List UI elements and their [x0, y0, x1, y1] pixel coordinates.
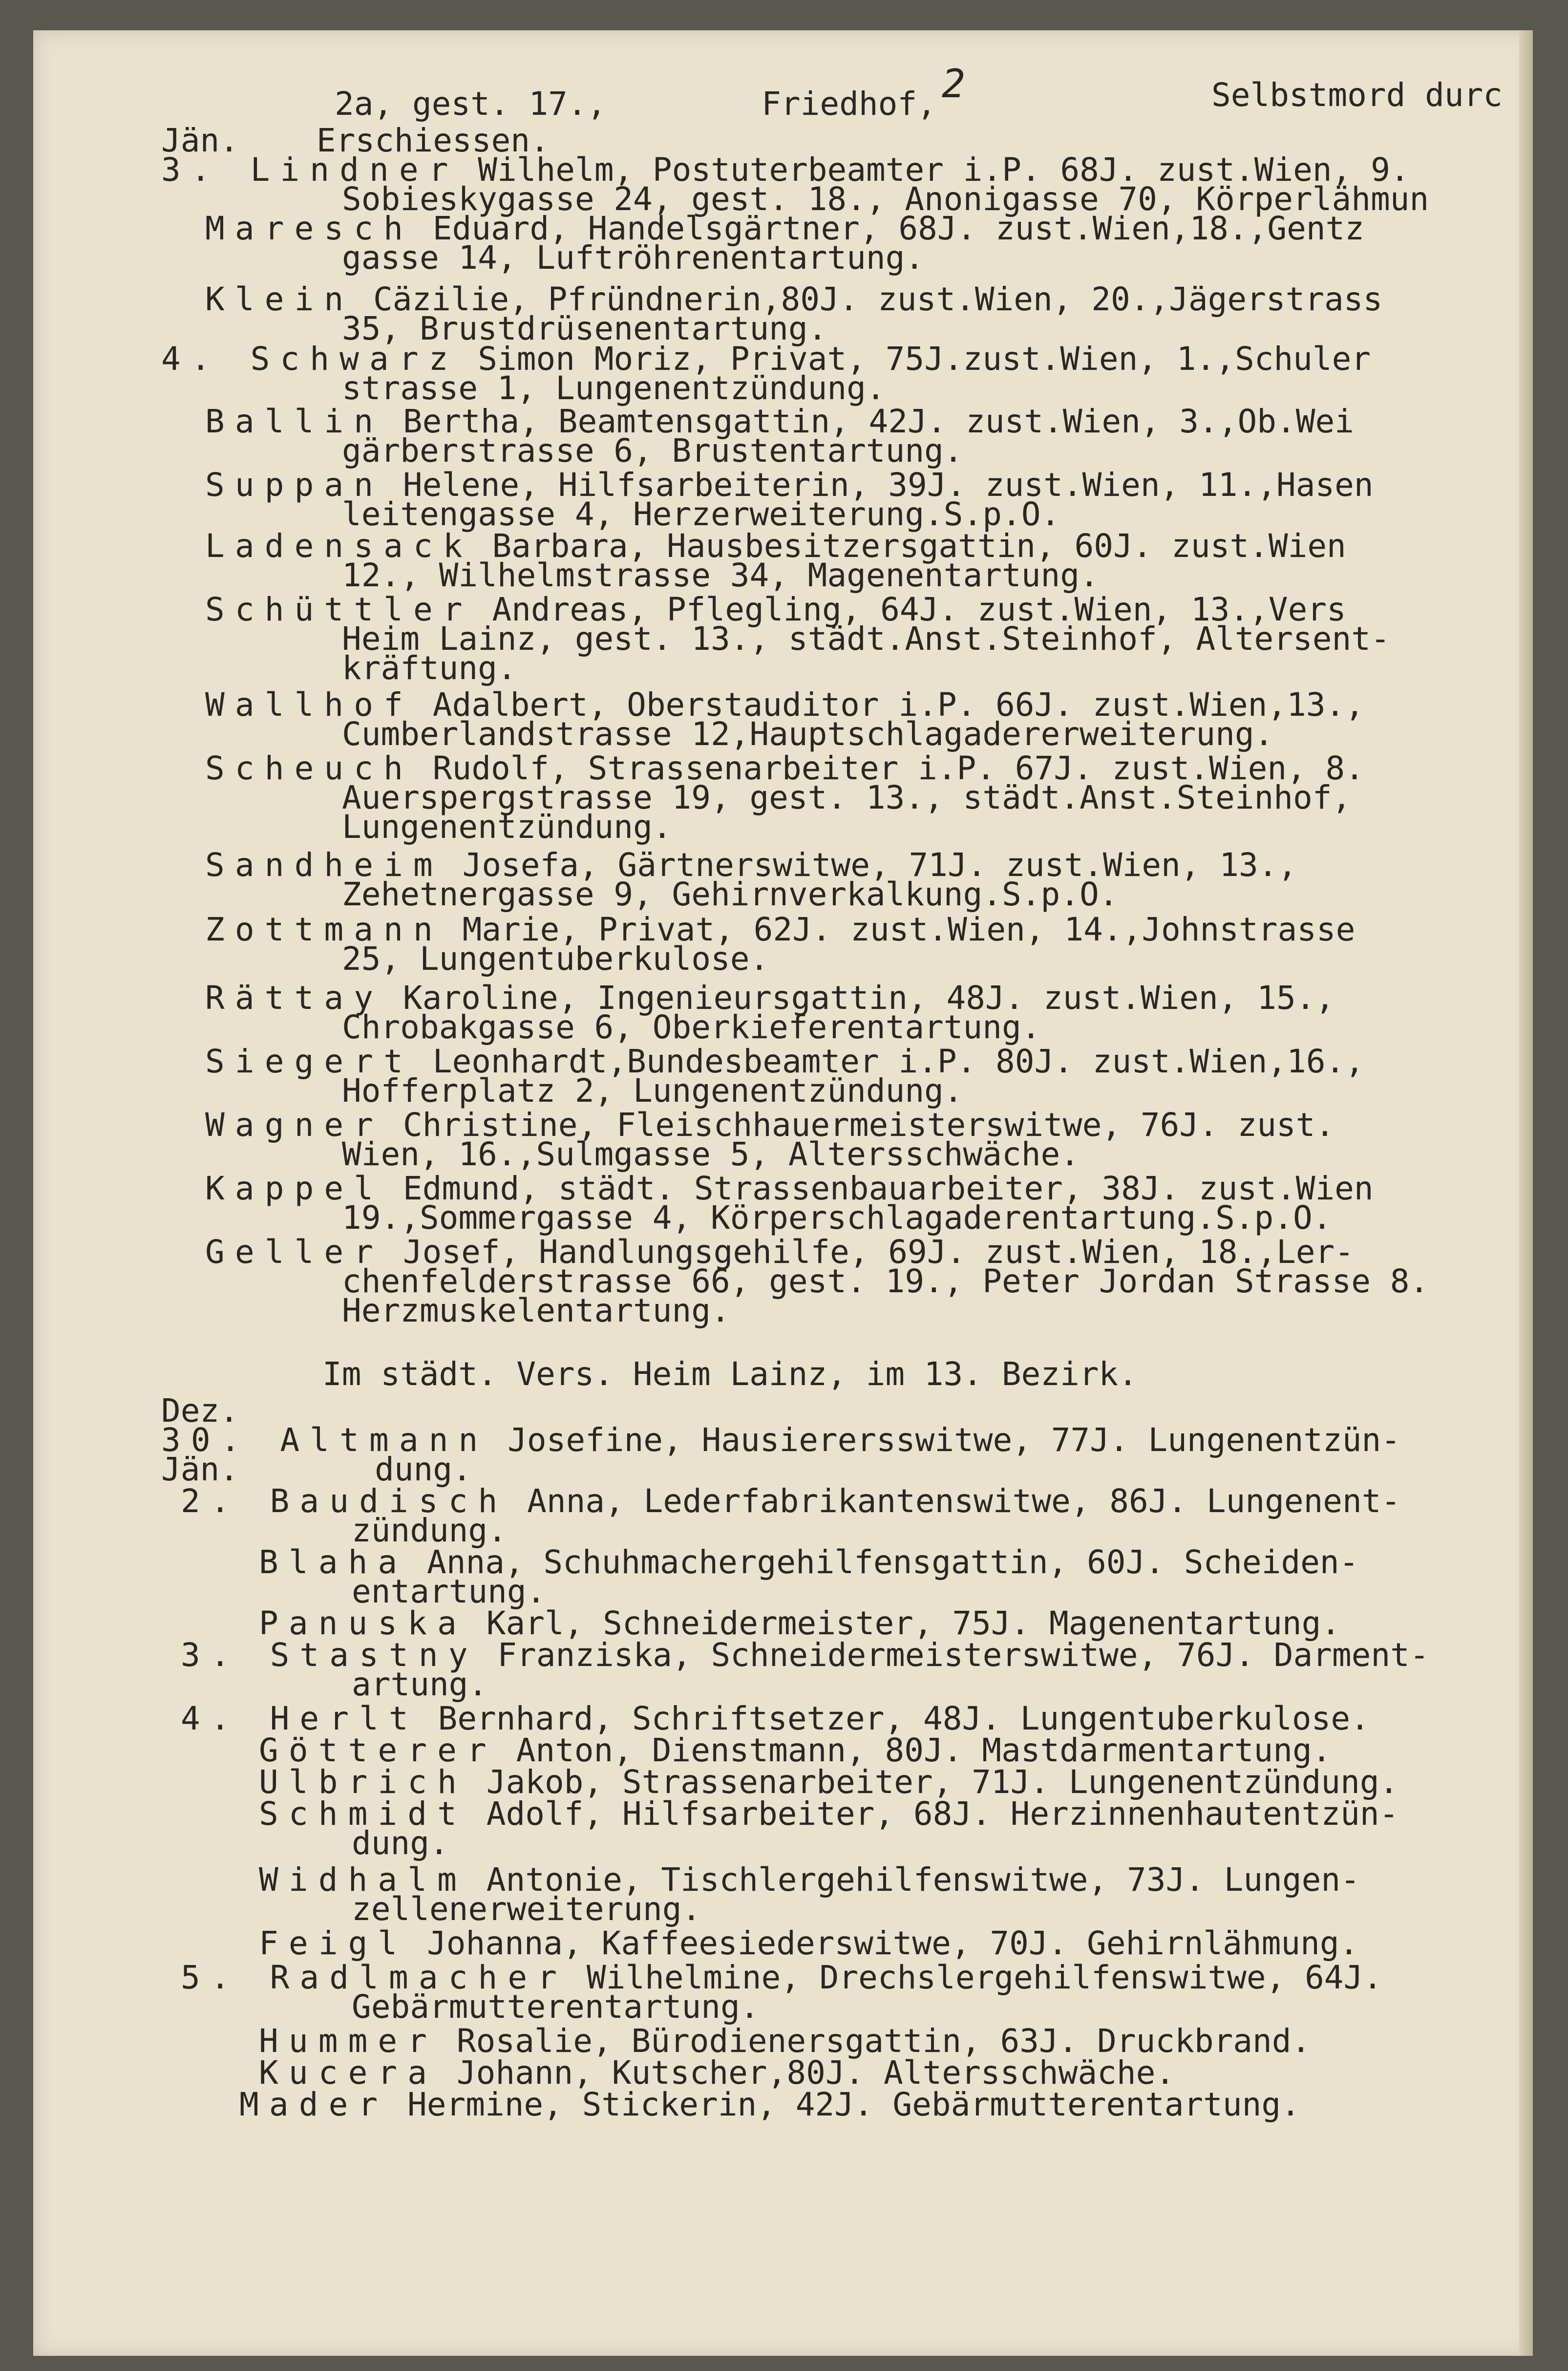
register-line [259, 1924, 1359, 1962]
surname: Sandheim [205, 846, 443, 884]
line-text: entartung. [352, 1573, 546, 1610]
surname: Klein [205, 280, 354, 318]
line-text: Anna, Lederfabrikantenswitwe, 86J. Lungenent- [508, 1482, 1401, 1520]
surname: Kucera [259, 2054, 438, 2092]
surname: Mader [239, 2086, 388, 2123]
line-text: Sobieskygasse 24, gest. 18., Anonigasse 70, Körperlähmun [342, 180, 1429, 218]
register-line [161, 1453, 472, 1486]
register-line [352, 1512, 507, 1549]
surname: Maresch [205, 210, 413, 247]
line-text: leitengasse 4, Herzerweiterung.S.p.O. [342, 495, 1060, 533]
line-text: Wien, 16.,Sulmgasse 5, Altersschwäche. [342, 1135, 1080, 1173]
surname: 4. Schwarz [161, 340, 459, 378]
surname: Ulbrich [259, 1763, 467, 1801]
line-text: gasse 14, Luftröhrenentartung. [342, 239, 925, 277]
surname: Zottmann [205, 911, 443, 948]
register-line [259, 1763, 1399, 1801]
line-text: Antonie, Tischlergehilfenswitwe, 73J. Lungen- [467, 1861, 1360, 1899]
register-line [342, 1008, 1041, 1046]
line-text: 12., Wilhelmstrasse 34, Magenentartung. [342, 556, 1099, 594]
surname: 4. Herlt [181, 1700, 419, 1737]
surname: Götterer [259, 1731, 497, 1769]
line-text: dung. [352, 1824, 449, 1862]
register-line [342, 808, 672, 846]
line-text: Hermine, Stickerin, 42J. Gebärmutterentartung. [388, 2086, 1300, 2123]
register-line [342, 369, 886, 407]
line-text: strasse 1, Lungenentzündung. [342, 369, 886, 407]
line-text: Gebärmutterentartung. [352, 1988, 760, 2026]
line-text: Rudolf, Strassenarbeiter i.P. 67J. zust.Wien, 8. [413, 749, 1365, 787]
register-line [342, 495, 1060, 533]
surname: Ladensack [205, 527, 473, 565]
page-number: 2 [942, 61, 966, 107]
line-text: Auerspergstrasse 19, gest. 13., städt.Anst.Steinhof, [342, 779, 1352, 816]
line-text: zellenerweiterung. [352, 1890, 701, 1928]
line-text: Josef, Handlungsgehilfe, 69J. zust.Wien, 18.,Ler- [383, 1233, 1354, 1271]
line-text: Rosalie, Bürodienersgattin, 63J. Druckbrand. [437, 2022, 1311, 2060]
line-text: Cumberlandstrasse 12,Hauptschlagadererweiterung. [342, 715, 1274, 753]
line-text: Franziska, Schneidermeisterswitwe, 76J. Darment- [478, 1636, 1429, 1674]
line-text: Helene, Hilfsarbeiterin, 39J. zust.Wien, 11.,Hasen [383, 466, 1374, 504]
line-text: Edmund, städt. Strassenbauarbeiter, 38J. zust.Wien [383, 1170, 1374, 1207]
surname: Siegert [205, 1043, 413, 1080]
line-text: Selbstmord durc [1211, 76, 1503, 114]
line-text: 35, Brustdrüsenentartung. [342, 310, 827, 347]
line-text: Heim Lainz, gest. 13., städt.Anst.Steinhof, Altersent- [342, 620, 1390, 658]
register-line [352, 1890, 701, 1928]
line-text: Im städt. Vers. Heim Lainz, im 13. Bezirk. [322, 1355, 1138, 1393]
line-text: Herzmuskelentartung. [342, 1292, 730, 1329]
line-text: Jän. dung. [161, 1451, 472, 1488]
line-text: Dez. [161, 1392, 239, 1430]
surname: Kappel [205, 1170, 384, 1207]
surname: Schmidt [259, 1795, 467, 1833]
surname: Ballin [205, 403, 384, 440]
surname: Rättay [205, 979, 384, 1017]
line-text: zündung. [352, 1512, 507, 1549]
register-line [322, 1355, 1138, 1393]
surname: Wallhof [205, 686, 413, 724]
surname: Panuska [259, 1604, 467, 1642]
line-text: artung. [352, 1666, 488, 1703]
line-text: Chrobakgasse 6, Oberkieferentartung. [342, 1008, 1041, 1046]
register-line [259, 2022, 1311, 2060]
surname: Schüttler [205, 591, 473, 628]
line-text: Karl, Schneidermeister, 75J. Magenentartung. [467, 1604, 1341, 1642]
document-text [33, 30, 1533, 2356]
surname: 30. Altmann [161, 1421, 488, 1459]
line-text: Karoline, Ingenieursgattin, 48J. zust.Wien, 15., [383, 979, 1335, 1017]
line-text: Adolf, Hilfsarbeiter, 68J. Herzinnenhautentzün- [467, 1795, 1399, 1833]
line-text: Johanna, Kaffeesiederswitwe, 70J. Gehirnlähmung. [407, 1924, 1359, 1962]
register-line [342, 1135, 1080, 1173]
surname: Geller [205, 1233, 384, 1271]
line-text: Lungenentzündung. [342, 808, 672, 846]
line-text: Wilhelmine, Drechslergehilfenswitwe, 64J. [567, 1959, 1383, 1996]
surname: 3. Stastny [181, 1636, 478, 1674]
register-line [239, 2086, 1300, 2123]
line-text: Johann, Kutscher,80J. Altersschwäche. [437, 2054, 1175, 2092]
register-line [342, 1292, 730, 1329]
register-line [342, 239, 925, 277]
line-text: Eduard, Handelsgärtner, 68J. zust.Wien,18.,Gentz [413, 210, 1365, 247]
surname: Hummer [259, 2022, 438, 2060]
line-text: Wilhelm, Postuterbeamter i.P. 68J. zust.Wien, 9. [458, 151, 1410, 189]
surname: 2. Baudisch [181, 1482, 508, 1520]
line-text: 19.,Sommergasse 4, Körperschlagaderentartung.S.p.O. [342, 1199, 1332, 1237]
surname: Wagner [205, 1106, 384, 1144]
line-text: Jän. Erschiessen. [161, 122, 550, 159]
line-text: Christine, Fleischhauermeisterswitwe, 76J. zust. [383, 1106, 1335, 1144]
line-text: Anton, Dienstmann, 80J. Mastdarmentartung. [496, 1731, 1332, 1769]
line-text: Bertha, Beamtensgattin, 42J. zust.Wien, 3.,Ob.Wei [383, 403, 1354, 440]
register-line [259, 2054, 1175, 2092]
register-line [352, 1824, 449, 1862]
register-line [342, 715, 1274, 753]
line-text: Andreas, Pflegling, 64J. zust.Wien, 13.,Vers [472, 591, 1346, 628]
register-line [259, 1604, 1341, 1642]
line-text: Bernhard, Schriftsetzer, 48J. Lungentuberkulose. [418, 1700, 1370, 1737]
register-line [352, 1573, 546, 1610]
surname: Suppan [205, 466, 384, 504]
register-line [1211, 76, 1503, 114]
surname: 3. Lindner [161, 151, 459, 189]
register-line [352, 1988, 760, 2026]
line-text: Jakob, Strassenarbeiter, 71J. Lungenentzündung. [467, 1763, 1399, 1801]
register-line [259, 1731, 1332, 1769]
line-text: kräftung. [342, 649, 517, 687]
register-line [342, 940, 769, 978]
surname: Widhalm [259, 1861, 467, 1899]
line-text: Leonhardt,Bundesbeamter i.P. 80J. zust.Wien,16., [413, 1043, 1365, 1080]
line-text: Barbara, Hausbesitzersgattin, 60J. zust.Wien [472, 527, 1346, 565]
register-line [352, 1668, 487, 1701]
line-text: Hofferplatz 2, Lungenentzündung. [342, 1072, 963, 1110]
register-line [342, 1072, 963, 1110]
surname: Scheuch [205, 749, 413, 787]
line-text: chenfelderstrasse 66, gest. 19., Peter Jordan Strasse 8. [342, 1262, 1429, 1300]
register-line [342, 432, 963, 470]
line-text: 25, Lungentuberkulose. [342, 940, 769, 978]
line-text: Josefa, Gärtnerswitwe, 71J. zust.Wien, 13., [443, 846, 1297, 884]
line-text: Josefine, Hausierersswitwe, 77J. Lungenentzün- [488, 1421, 1400, 1459]
line-text: Zehetnergasse 9, Gehirnverkalkung.S.p.O. [342, 876, 1119, 913]
surname: Blaha [259, 1543, 408, 1581]
line-text: Marie, Privat, 62J. zust.Wien, 14.,Johnstrasse [443, 911, 1356, 948]
register-line [181, 1700, 1370, 1737]
register-line [342, 649, 517, 687]
document-page [33, 30, 1533, 2356]
line-text: Anna, Schuhmachergehilfensgattin, 60J. Scheiden- [407, 1543, 1359, 1581]
register-line [335, 85, 936, 123]
register-line [342, 878, 1118, 911]
line-text: Adalbert, Oberstauditor i.P. 66J. zust.Wien,13., [413, 686, 1365, 724]
register-line [342, 556, 1099, 594]
line-text: gärberstrasse 6, Brustentartung. [342, 432, 963, 470]
line-text: Cäzilie, Pfründnerin,80J. zust.Wien, 20.,Jägerstrass [354, 280, 1383, 318]
surname: 5. Radlmacher [181, 1959, 568, 1996]
surname: Feigl [259, 1924, 408, 1962]
line-text: 2a, gest. 17., Friedhof, [335, 85, 936, 123]
line-text: Simon Moriz, Privat, 75J.zust.Wien, 1.,Schuler [458, 340, 1371, 378]
register-line [342, 1199, 1332, 1237]
